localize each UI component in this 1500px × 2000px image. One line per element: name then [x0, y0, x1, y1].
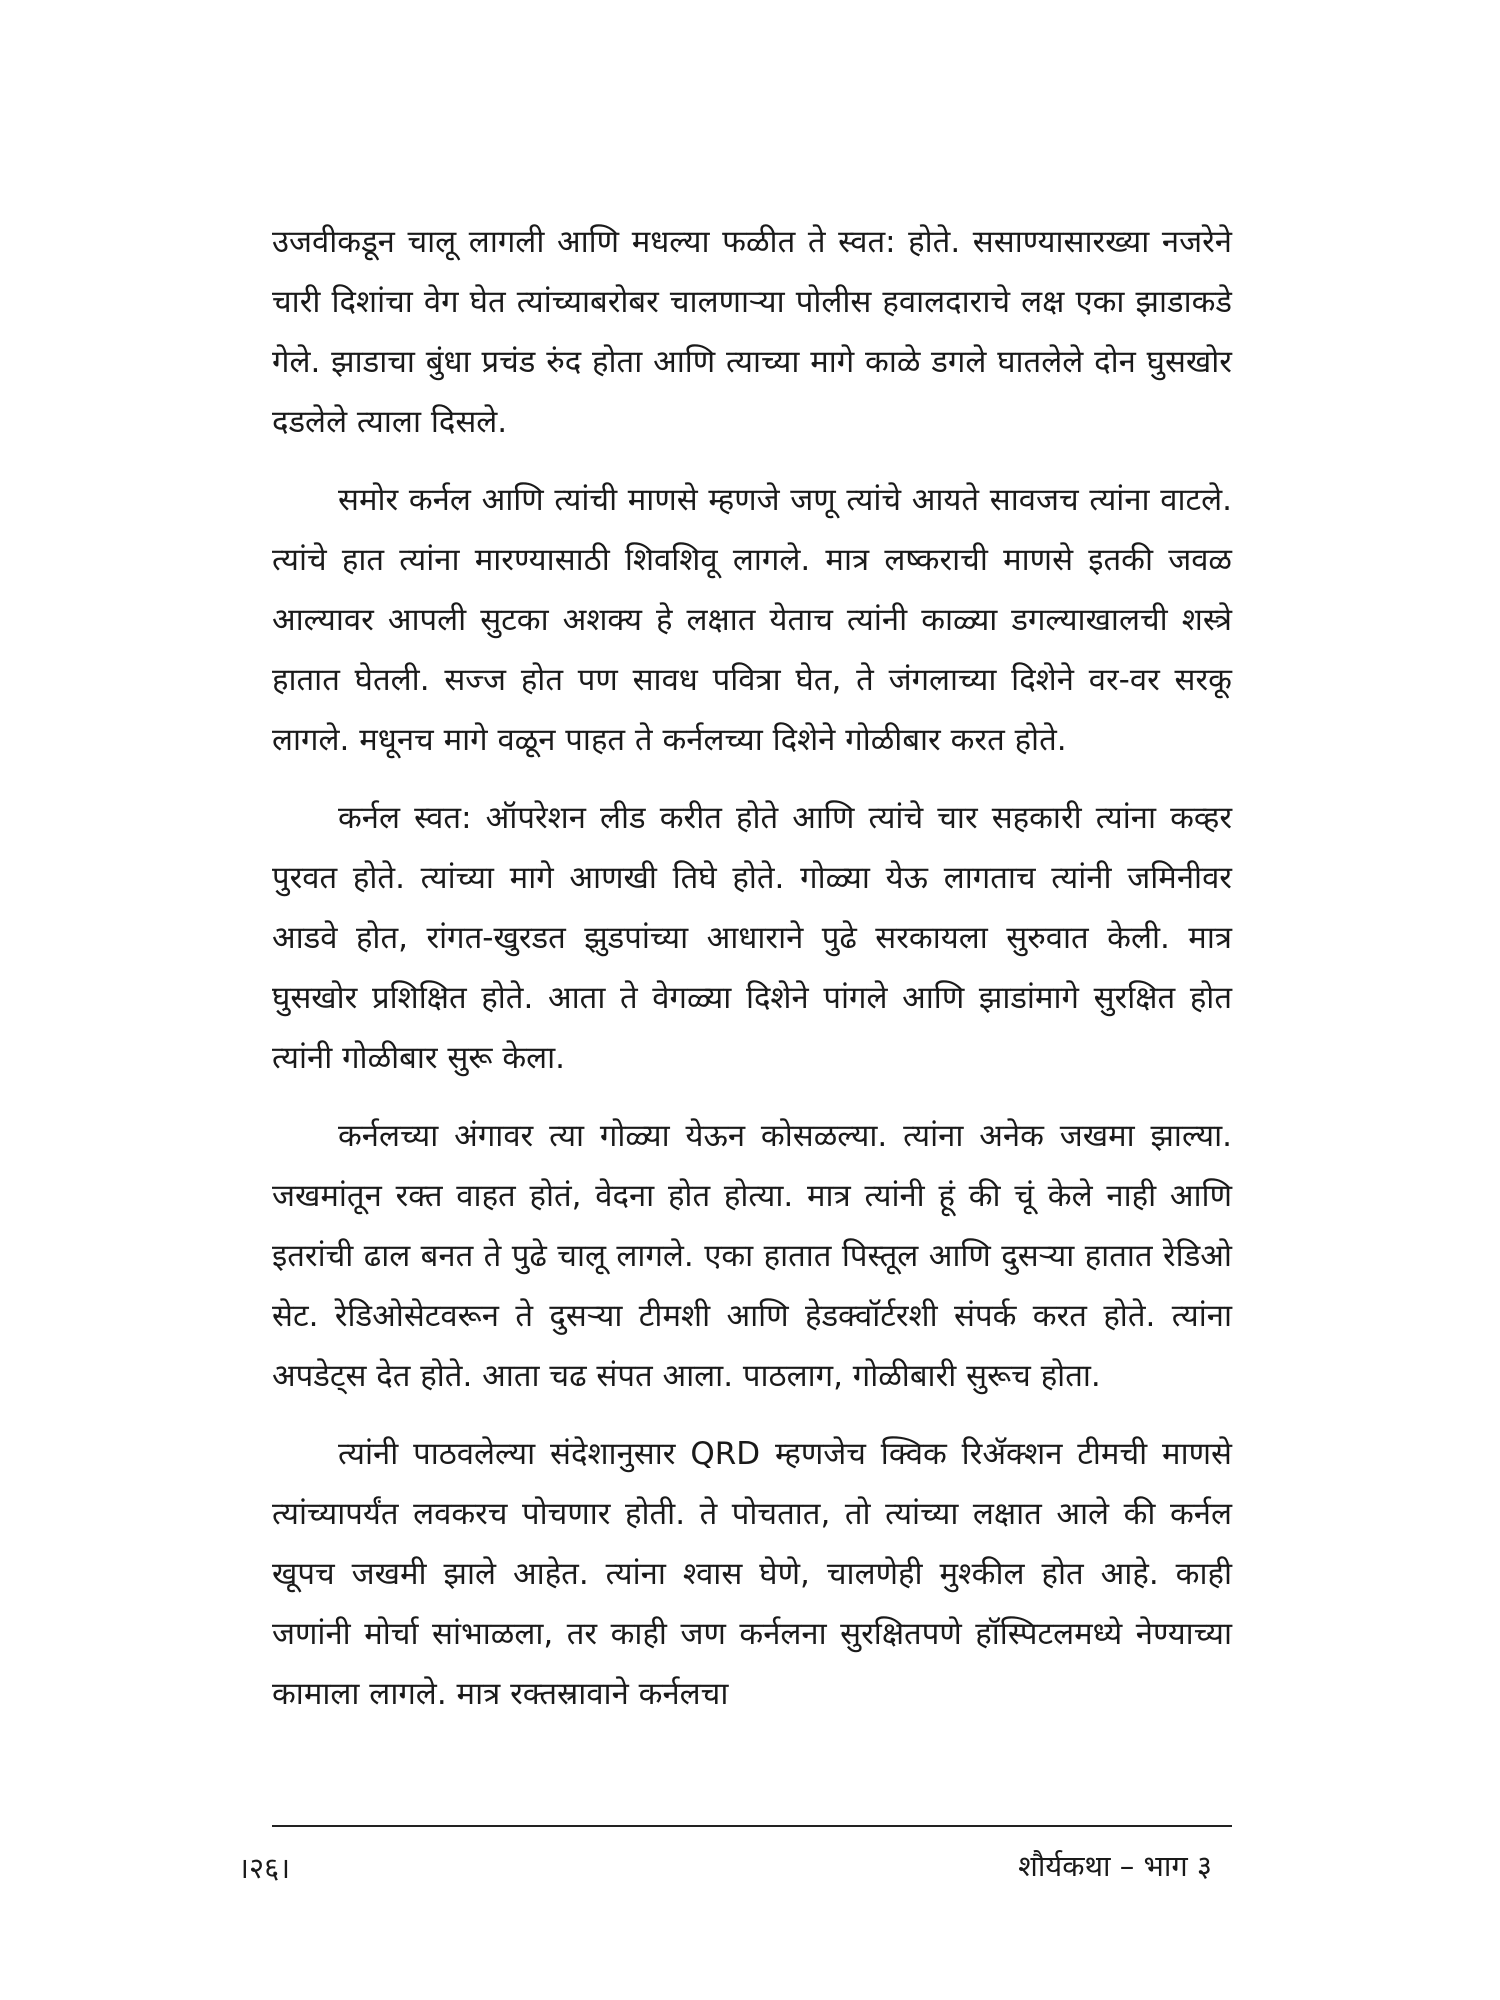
paragraph-3: कर्नल स्वत: ऑपरेशन लीड करीत होते आणि त्यांचे चार सहकारी त्यांना कव्हर पुरवत होते. त्यांच्या मागे आणखी तिघे होते. गोळ्या येऊ लागताच त्यांनी जमिनीवर आडवे होत, रांगत-खुरडत झुडपांच्या आधाराने पुढे सरकायला सुरुवात केली. मात्र घुसखोर प्रशिक्षित होते. आता ते वेगळ्या दिशेने पांगले आणि झाडांमागे सुरक्षित होत त्यांनी गोळीबार सुरू केला.: [272, 800, 1232, 1076]
paragraph-5: त्यांनी पाठवलेल्या संदेशानुसार QRD म्हणजेच क्विक रिॲक्शन टीमची माणसे त्यांच्यापर्यंत लवकरच पोचणार होती. ते पोचतात, तो त्यांच्या लक्षात आले की कर्नल खूपच जखमी झाले आहेत. त्यांना श्वास घेणे, चालणेही मुश्कील होत आहे. काही जणांनी मोर्चा सांभाळला, तर काही जण कर्नलना सुरक्षितपणे हॉस्पिटलमध्ये नेण्याच्या कामाला लागले. मात्र रक्तस्रावाने कर्नलचा: [272, 1436, 1232, 1712]
page-number: ।२६।: [238, 1851, 291, 1885]
running-footer-title: शौर्यकथा – भाग ३: [1018, 1849, 1212, 1883]
footer-divider: [272, 1825, 1232, 1827]
paragraph-2: समोर कर्नल आणि त्यांची माणसे म्हणजे जणू त्यांचे आयते सावजच त्यांना वाटले. त्यांचे हात त्यांना मारण्यासाठी शिवशिवू लागले. मात्र लष्कराची माणसे इतकी जवळ आल्यावर आपली सुटका अशक्य हे लक्षात येताच त्यांनी काळ्या डगल्याखालची शस्त्रे हातात घेतली. सज्ज होत पण सावध पवित्रा घेत, ते जंगलाच्या दिशेने वर-वर सरकू लागले. मधूनच मागे वळून पाहत ते कर्नलच्या दिशेने गोळीबार करत होते.: [272, 482, 1232, 758]
paragraph-1: उजवीकडून चालू लागली आणि मधल्या फळीत ते स्वत: होते. ससाण्यासारख्या नजरेने चारी दिशांचा वेग घेत त्यांच्याबरोबर चालणाऱ्या पोलीस हवालदाराचे लक्ष एका झाडाकडे गेले. झाडाचा बुंधा प्रचंड रुंद होता आणि त्याच्या मागे काळे डगले घातलेले दोन घुसखोर दडलेले त्याला दिसले.: [272, 224, 1232, 440]
paragraph-4: कर्नलच्या अंगावर त्या गोळ्या येऊन कोसळल्या. त्यांना अनेक जखमा झाल्या. जखमांतून रक्त वाहत होतं, वेदना होत होत्या. मात्र त्यांनी हूं की चूं केले नाही आणि इतरांची ढाल बनत ते पुढे चालू लागले. एका हातात पिस्तूल आणि दुसऱ्या हातात रेडिओ सेट. रेडिओसेटवरून ते दुसऱ्या टीमशी आणि हेडक्वॉर्टरशी संपर्क करत होते. त्यांना अपडेट्स देत होते. आता चढ संपत आला. पाठलाग, गोळीबारी सुरूच होता.: [272, 1118, 1232, 1394]
body-text: [272, 212, 1232, 1742]
